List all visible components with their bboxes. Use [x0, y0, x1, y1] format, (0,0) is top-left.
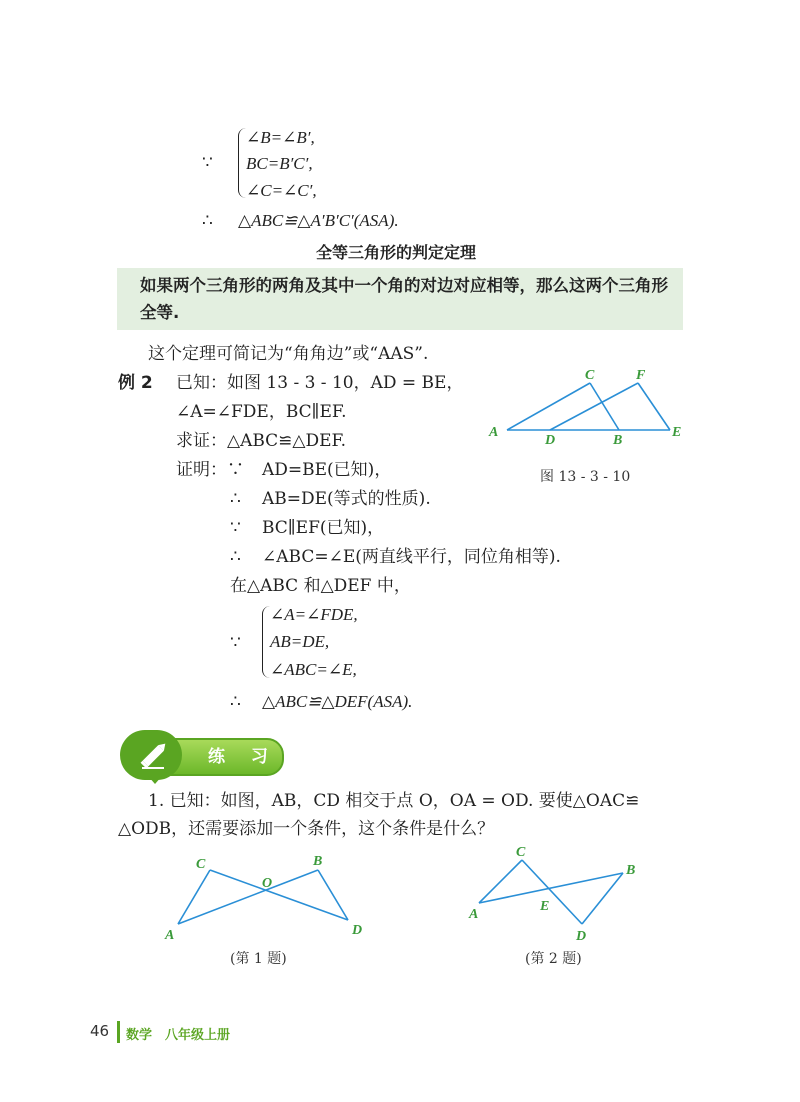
brace-line: ∠ABC=∠E, [270, 660, 357, 679]
figure-label-c: C [516, 845, 526, 860]
figure-caption: (第 2 题) [525, 951, 582, 967]
theorem-text: 如果两个三角形的两角及其中一个角的对边对应相等，那么这两个三角形全等. [140, 276, 668, 322]
example-prove: 求证：△ABC≌△DEF. [176, 431, 347, 451]
figure-label-a: A [165, 928, 175, 942]
therefore-symbol: ∴ [230, 692, 241, 712]
figure-label-b: B [313, 854, 323, 869]
proof-label: 证明：∵ [176, 460, 244, 480]
brace-line: AB=DE, [270, 632, 330, 651]
because-symbol: ∵ [202, 153, 213, 173]
example-label: 例 2 [118, 373, 153, 393]
example-given: 已知：如图 13 - 3 - 10，AD = BE， [176, 373, 464, 393]
therefore-symbol: ∴ [202, 211, 213, 231]
figure-label-a: A [469, 907, 479, 922]
proof-conclusion: △ABC≌△A′B′C′(ASA). [238, 211, 399, 230]
practice-label: 练 习 [208, 747, 278, 767]
because-symbol: ∵ [230, 518, 241, 538]
figure-label-d: D [576, 929, 587, 943]
proof-step: BC∥EF(已知)， [262, 518, 385, 538]
figure-label-c: C [585, 368, 595, 383]
proof-line: ∠C=∠C′, [246, 181, 317, 200]
figure-label-a: A [489, 425, 499, 440]
therefore-symbol: ∴ [230, 547, 241, 567]
book-title: 数学 八年级上册 [126, 1028, 231, 1043]
figure-label-f: F [636, 368, 646, 383]
banner-pointer [148, 776, 162, 784]
proof-line: ∠B=∠B′, [246, 128, 315, 147]
proof-step: 在△ABC 和△DEF 中， [230, 576, 411, 596]
figure-caption: (第 1 题) [230, 951, 287, 967]
proof-step: AD=BE(已知)， [262, 460, 392, 480]
figure-label-b: B [613, 433, 623, 448]
pencil-icon [136, 737, 172, 773]
therefore-symbol: ∴ [230, 489, 241, 509]
abbrev-note: 这个定理可简记为“角角边”或“AAS”. [148, 344, 429, 364]
figure-label-d: D [545, 433, 556, 448]
because-symbol: ∵ [230, 633, 241, 653]
proof-step: AB=DE(等式的性质). [262, 489, 431, 509]
proof-step: ∠ABC=∠E(两直线平行，同位角相等). [262, 547, 561, 567]
figure-13-3-10 [485, 366, 695, 448]
figure-label-b: B [626, 863, 636, 878]
example-given: ∠A=∠FDE，BC∥EF. [176, 402, 347, 422]
page-number: 46 [90, 1022, 110, 1040]
figure-question-1 [160, 850, 370, 942]
proof-final: △ABC≌△DEF(ASA). [262, 692, 413, 711]
figure-caption: 图 13 - 3 - 10 [540, 469, 631, 485]
question-1-line: 1. 已知：如图，AB，CD 相交于点 O，OA = OD. 要使△OAC≌ [148, 791, 640, 811]
figure-label-e: E [540, 899, 550, 914]
figure-label-d: D [352, 923, 363, 938]
proof-line: BC=B′C′, [246, 154, 313, 173]
question-1-line: △ODB，还需要添加一个条件，这个条件是什么？ [118, 819, 495, 839]
brace-line: ∠A=∠FDE, [270, 605, 358, 624]
figure-question-2 [465, 843, 650, 943]
figure-label-e: E [672, 425, 682, 440]
footer-divider [117, 1021, 120, 1043]
theorem-heading: 全等三角形的判定定理 [316, 243, 477, 262]
figure-label-o: O [262, 876, 273, 891]
figure-label-c: C [196, 857, 206, 872]
